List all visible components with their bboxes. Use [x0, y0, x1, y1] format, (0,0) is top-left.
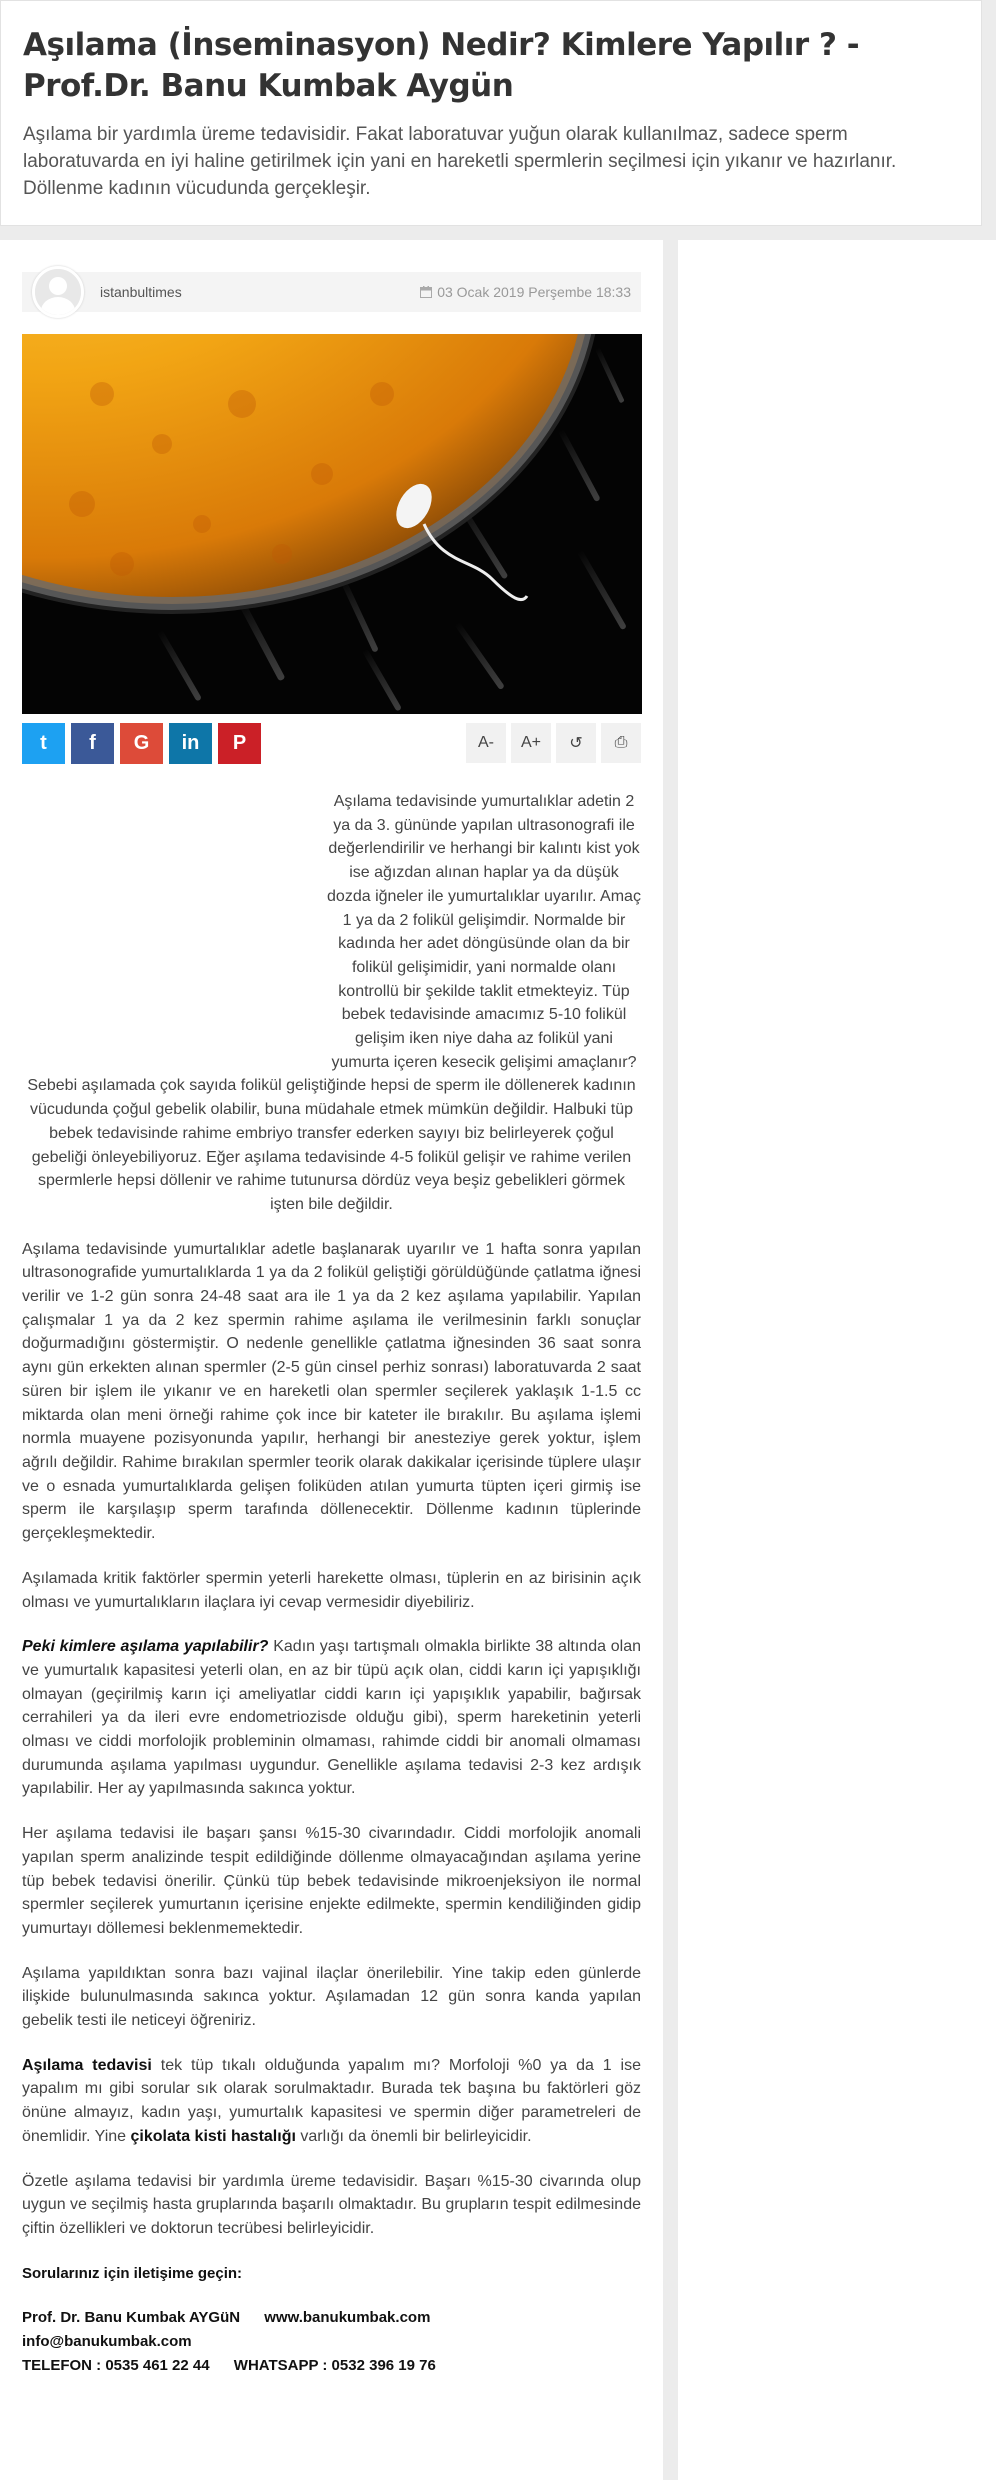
share-google-button[interactable]: G	[120, 723, 163, 764]
website-link[interactable]: www.banukumbak.com	[264, 2308, 431, 2326]
font-decrease-button[interactable]: A-	[466, 723, 506, 763]
article-hero-image	[22, 334, 642, 714]
contact-heading: Sorularınız için iletişime geçin:	[22, 2264, 243, 2282]
page-title: Aşılama (İnseminasyon) Nedir? Kimlere Yapılır ? - Prof.Dr. Banu Kumbak Aygün	[23, 27, 860, 104]
whatsapp-number: WHATSAPP : 0532 396 19 76	[233, 2356, 436, 2374]
article-summary: Aşılama bir yardımla üreme tedavisidir. Fakat laboratuvar yuğun olarak kullanılmaz, sadece sperm laboratuvarda en iyi haline getirilmek için yani en hareketli spermlerin seçilmesi için yıkanır ve hazırlanır. Döllenme kadının vücudunda gerçekleşir.	[23, 124, 897, 199]
ad-placeholder	[22, 790, 327, 1060]
article-toolbar	[22, 722, 641, 764]
contact-line-2	[22, 2354, 641, 2378]
text-tools	[466, 723, 641, 763]
article-header	[0, 0, 982, 226]
phone-number: TELEFON : 0535 461 22 44	[22, 2356, 210, 2374]
contact-block	[22, 2262, 641, 2378]
author-bar	[22, 272, 641, 312]
sidebar	[678, 240, 996, 2480]
paragraph: Aşılama yapıldıktan sonra bazı vajinal ilaçlar önerilebilir. Yine takip eden günlerde ilişkide bulunulmasında sakınca yoktur. Aşılamadan 12 gün sonra kanda yapılan gebelik testi ile neticeyi öğreniriz.	[22, 1964, 641, 2030]
paragraph: Her aşılama tedavisi ile başarı şansı %15-30 civarındadır. Ciddi morfolojik anomali yapılan sperm analizinde tespit edildiğinde döllenme olmayacağından aşılama yerine tüp bebek tedavisi önerilir. Çünkü tüp bebek tedavisinde mikroenjeksiyon ile normal spermler seçilerek yumurtanın içerisine enjekte edilmekte, spermin kendiliğinden gidip yumurtayı döllemesi beklenmemektedir.	[22, 1825, 641, 1937]
article-card	[0, 240, 663, 2480]
print-button[interactable]: ⎙	[601, 723, 641, 763]
inline-link[interactable]: çikolata kisti hastalığı	[130, 2127, 296, 2145]
share-twitter-button[interactable]: t	[22, 723, 65, 764]
contact-line-1	[22, 2306, 641, 2354]
email-link[interactable]: info@banukumbak.com	[22, 2332, 192, 2350]
paragraph: Aşılama tedavisinde yumurtalıklar adetle başlanarak uyarılır ve 1 hafta sonra yapılan ultrasonografide yumurtalıklarda 1 ya da 2 folikül geliştiği görüldüğünde çatlatma iğnesi verilir ve 1-2 gün sonra 24-48 saat ara ile 1 ya da 2 kez aşılama yapılabilir. Yapılan çalışmalar 1 ya da 2 kez spermin rahime aşılama ile verilmesinin farklı sonuçlar doğurmadığını göstermiştir. O nedenle genellikle çatlatma iğnesinden 36 saat sonra aynı gün erkekten alınan spermler (2-5 gün cinsel perhiz sonrası) laboratuvarda 2 saat süren bir işlem ile yıkanır ve en hareketli olan spermler seçilerek yaklaşık 1-1.5 cc miktarda olan meni örneği rahime çok ince bir kateter ile bırakılır. Bu aşılama işlemi normla muayene pozisyonunda yapılır, herhangi bir anesteziye gerek yoktur, işlem ağrılı değildir. Rahime bırakılan spermler teorik olarak dakikalar içerisinde tüplere ulaşır ve o esnada yumurtalıklarda gelişen foliküden atılan yumurta tüpten içeri girmiş ise sperm ile karşılaşıp sperm tarafında döllenecektir. Döllenme kadının tüplerinde gerçekleşmektedir.	[22, 1240, 641, 1543]
share-pinterest-button[interactable]: P	[218, 723, 261, 764]
calendar-icon	[420, 286, 432, 298]
author-name[interactable]: istanbultimes	[100, 284, 182, 300]
paragraph: Aşılamada kritik faktörler spermin yeterli harekette olması, tüplerin en az birisinin açık olması ve yumurtalıkların ilaçlara iyi cevap vermesidir diyebiliriz.	[22, 1569, 641, 1611]
paragraph: Peki kimlere aşılama yapılabilir? Kadın yaşı tartışmalı olmakla birlikte 38 altında olan ve yumurtalık kapasitesi yeterli olan, en az bir tüpü açık olan, ciddi karın içi yapışıklığı olmayan (geçirilmiş karın içi ameliyatlar ciddi karın içi yapışıklık yapabilir, bağırsak cerrahileri ya da ileri evre endometriozisde olduğu gibi), sperm hareketinin yeterli olması ve ciddi morfolojik probleminin olmaması, rahimde ciddi bir anomali olmaması durumunda aşılama yapılması uygundur. Genellikle aşılama tedavisi 2-3 kez ardışık yapılabilir. Her ay yapılmasında sakınca yoktur.	[22, 1638, 642, 1798]
post-date	[420, 284, 631, 300]
share-linkedin-button[interactable]: in	[169, 723, 212, 764]
paragraph: Aşılama tedavisinde yumurtalıklar adetin 2 ya da 3. gününde yapılan ultrasonografi ile değerlendirilir ve herhangi bir kalıntı kist yok ise ağızdan alınan haplar ya da düşük dozda iğneler ile yumurtalıklar uyarılır. Amaç 1 ya da 2 folikül gelişimdir. Normalde bir kadında her adet döngüsünde olan da bir folikül gelişimidir, yani normalde olanı kontrollü bir şekilde taklit etmekteyiz. Tüp bebek tedavisinde amacımız 5-10 folikül gelişim iken niye daha az folikül yani yumurta içeren kesecik gelişimi amaçlanır? Sebebi aşılamada çok sayıda folikül geliştiğinde hepsi de sperm ile döllenerek kadının vücudunda çoğul gebelik olabilir, buna müdahale etmek mümkün değildir. Halbuki tüp bebek tedavisinde rahime embriyo transfer ederken sayıyı biz belirleyerek çoğul gebeliği önleyebiliyoruz. Eğer aşılama tedavisinde 4-5 folikül gelişir ve rahime verilen spermlerle hepsi döllenir ve rahime tutunursa dördüz veya beşiz gebelikleri görmek işten bile değildir.	[27, 793, 641, 1213]
sperm-egg-illustration	[22, 334, 642, 714]
paragraph: Aşılama tedavisi tek tüp tıkalı olduğunda yapalım mı? Morfoloji %0 ya da 1 ise yapalım mı gibi sorular sık olarak sorulmaktadır. Burada tek başına bu faktörleri göz önüne almayız, kadın yaşı, yumurtalık kapasitesi ve spermin diğer parametreleri de önemlidir. Yine çikolata kisti hastalığı varlığı da önemli bir belirleyicidir.	[22, 2056, 641, 2145]
post-date-text: 03 Ocak 2019 Perşembe 18:33	[437, 284, 631, 300]
font-increase-button[interactable]: A+	[511, 723, 551, 763]
article-body	[22, 790, 641, 2378]
share-facebook-button[interactable]: f	[71, 723, 114, 764]
paragraph-lead: Aşılama tedavisi	[22, 2056, 152, 2074]
paragraph: Özetle aşılama tedavisi bir yardımla üreme tedavisidir. Başarı %15-30 civarında olup uygun ve seçilmiş hasta gruplarında başarılı olmaktadır. Bu grupların tespit edilmesinde çiftin özellikleri ve doktorun tecrübesi belirleyicidir.	[22, 2172, 641, 2237]
user-avatar-icon	[35, 269, 81, 315]
avatar[interactable]	[32, 266, 84, 318]
paragraph-lead: Peki kimlere aşılama yapılabilir?	[22, 1638, 269, 1656]
font-reset-button[interactable]: ↺	[556, 723, 596, 763]
doctor-name: Prof. Dr. Banu Kumbak AYGüN	[22, 2308, 241, 2326]
